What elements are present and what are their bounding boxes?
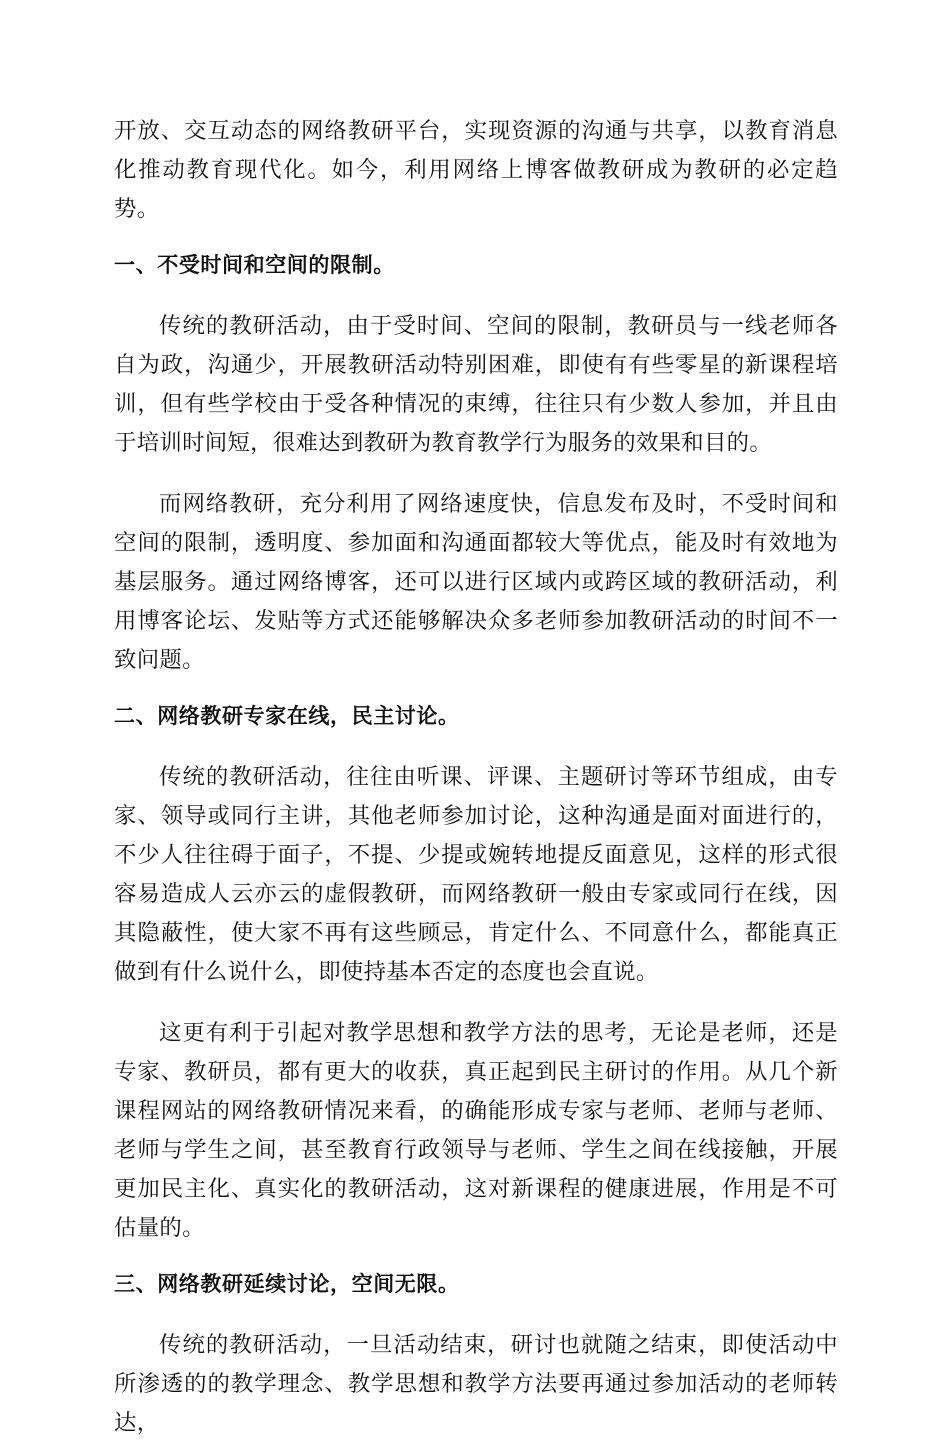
section-2-paragraph-1: 传统的教研活动，往往由听课、评课、主题研讨等环节组成，由专家、领导或同行主讲，其他老师参加讨论，这种沟通是面对面进行的，不少人往往碍于面子，不提、少提或婉转地提反面意见，这样的形式很容易造成人云亦云的虚假教研，而网络教研一般由专家或同行在线，因其隐蔽性，使大家不再有这些顾忌，肯定什么、不同意什么，都能真正做到有什么说什么，即使持基本否定的态度也会直说。 xyxy=(114,764,838,985)
section-1-paragraph-2: 而网络教研，充分利用了网络速度快，信息发布及时，不受时间和空间的限制，透明度、参加面和沟通面都较大等优点，能及时有效地为基层服务。通过网络博客，还可以进行区域内或跨区域的教研活动，利用博客论坛、发贴等方式还能够解决众多老师参加教研活动的时间不一致问题。 xyxy=(114,491,838,673)
document-page xyxy=(114,112,838,1443)
section-3-heading: 三、网络教研延续讨论，空间无限。 xyxy=(114,1272,460,1296)
intro-paragraph: 开放、交互动态的网络教研平台，实现资源的沟通与共享，以教育消息化推动教育现代化。如今，利用网络上博客做教研成为教研的必定趋势。 xyxy=(114,118,838,222)
section-2-paragraph-2: 这更有利于引起对教学思想和教学方法的思考，无论是老师，还是专家、教研员，都有更大的收获，真正起到民主研讨的作用。从几个新课程网站的网络教研情况来看，的确能形成专家与老师、老师与老师、老师与学生之间，甚至教育行政领导与老师、学生之间在线接触，开展更加民主化、真实化的教研活动，这对新课程的健康进展，作用是不可估量的。 xyxy=(114,1020,838,1241)
section-2-heading: 二、网络教研专家在线，民主讨论。 xyxy=(114,704,460,728)
section-3-paragraph-1: 传统的教研活动，一旦活动结束，研讨也就随之结束，即使活动中所渗透的的教学理念、教学思想和教学方法要再通过参加活动的老师转达， xyxy=(114,1332,838,1436)
section-1-heading: 一、不受时间和空间的限制。 xyxy=(114,253,395,277)
section-1-paragraph-1: 传统的教研活动，由于受时间、空间的限制，教研员与一线老师各自为政，沟通少，开展教研活动特别困难，即使有有些零星的新课程培训，但有些学校由于受各种情况的束缚，往往只有少数人参加，并且由于培训时间短，很难达到教研为教育教学行为服务的效果和目的。 xyxy=(114,313,838,456)
